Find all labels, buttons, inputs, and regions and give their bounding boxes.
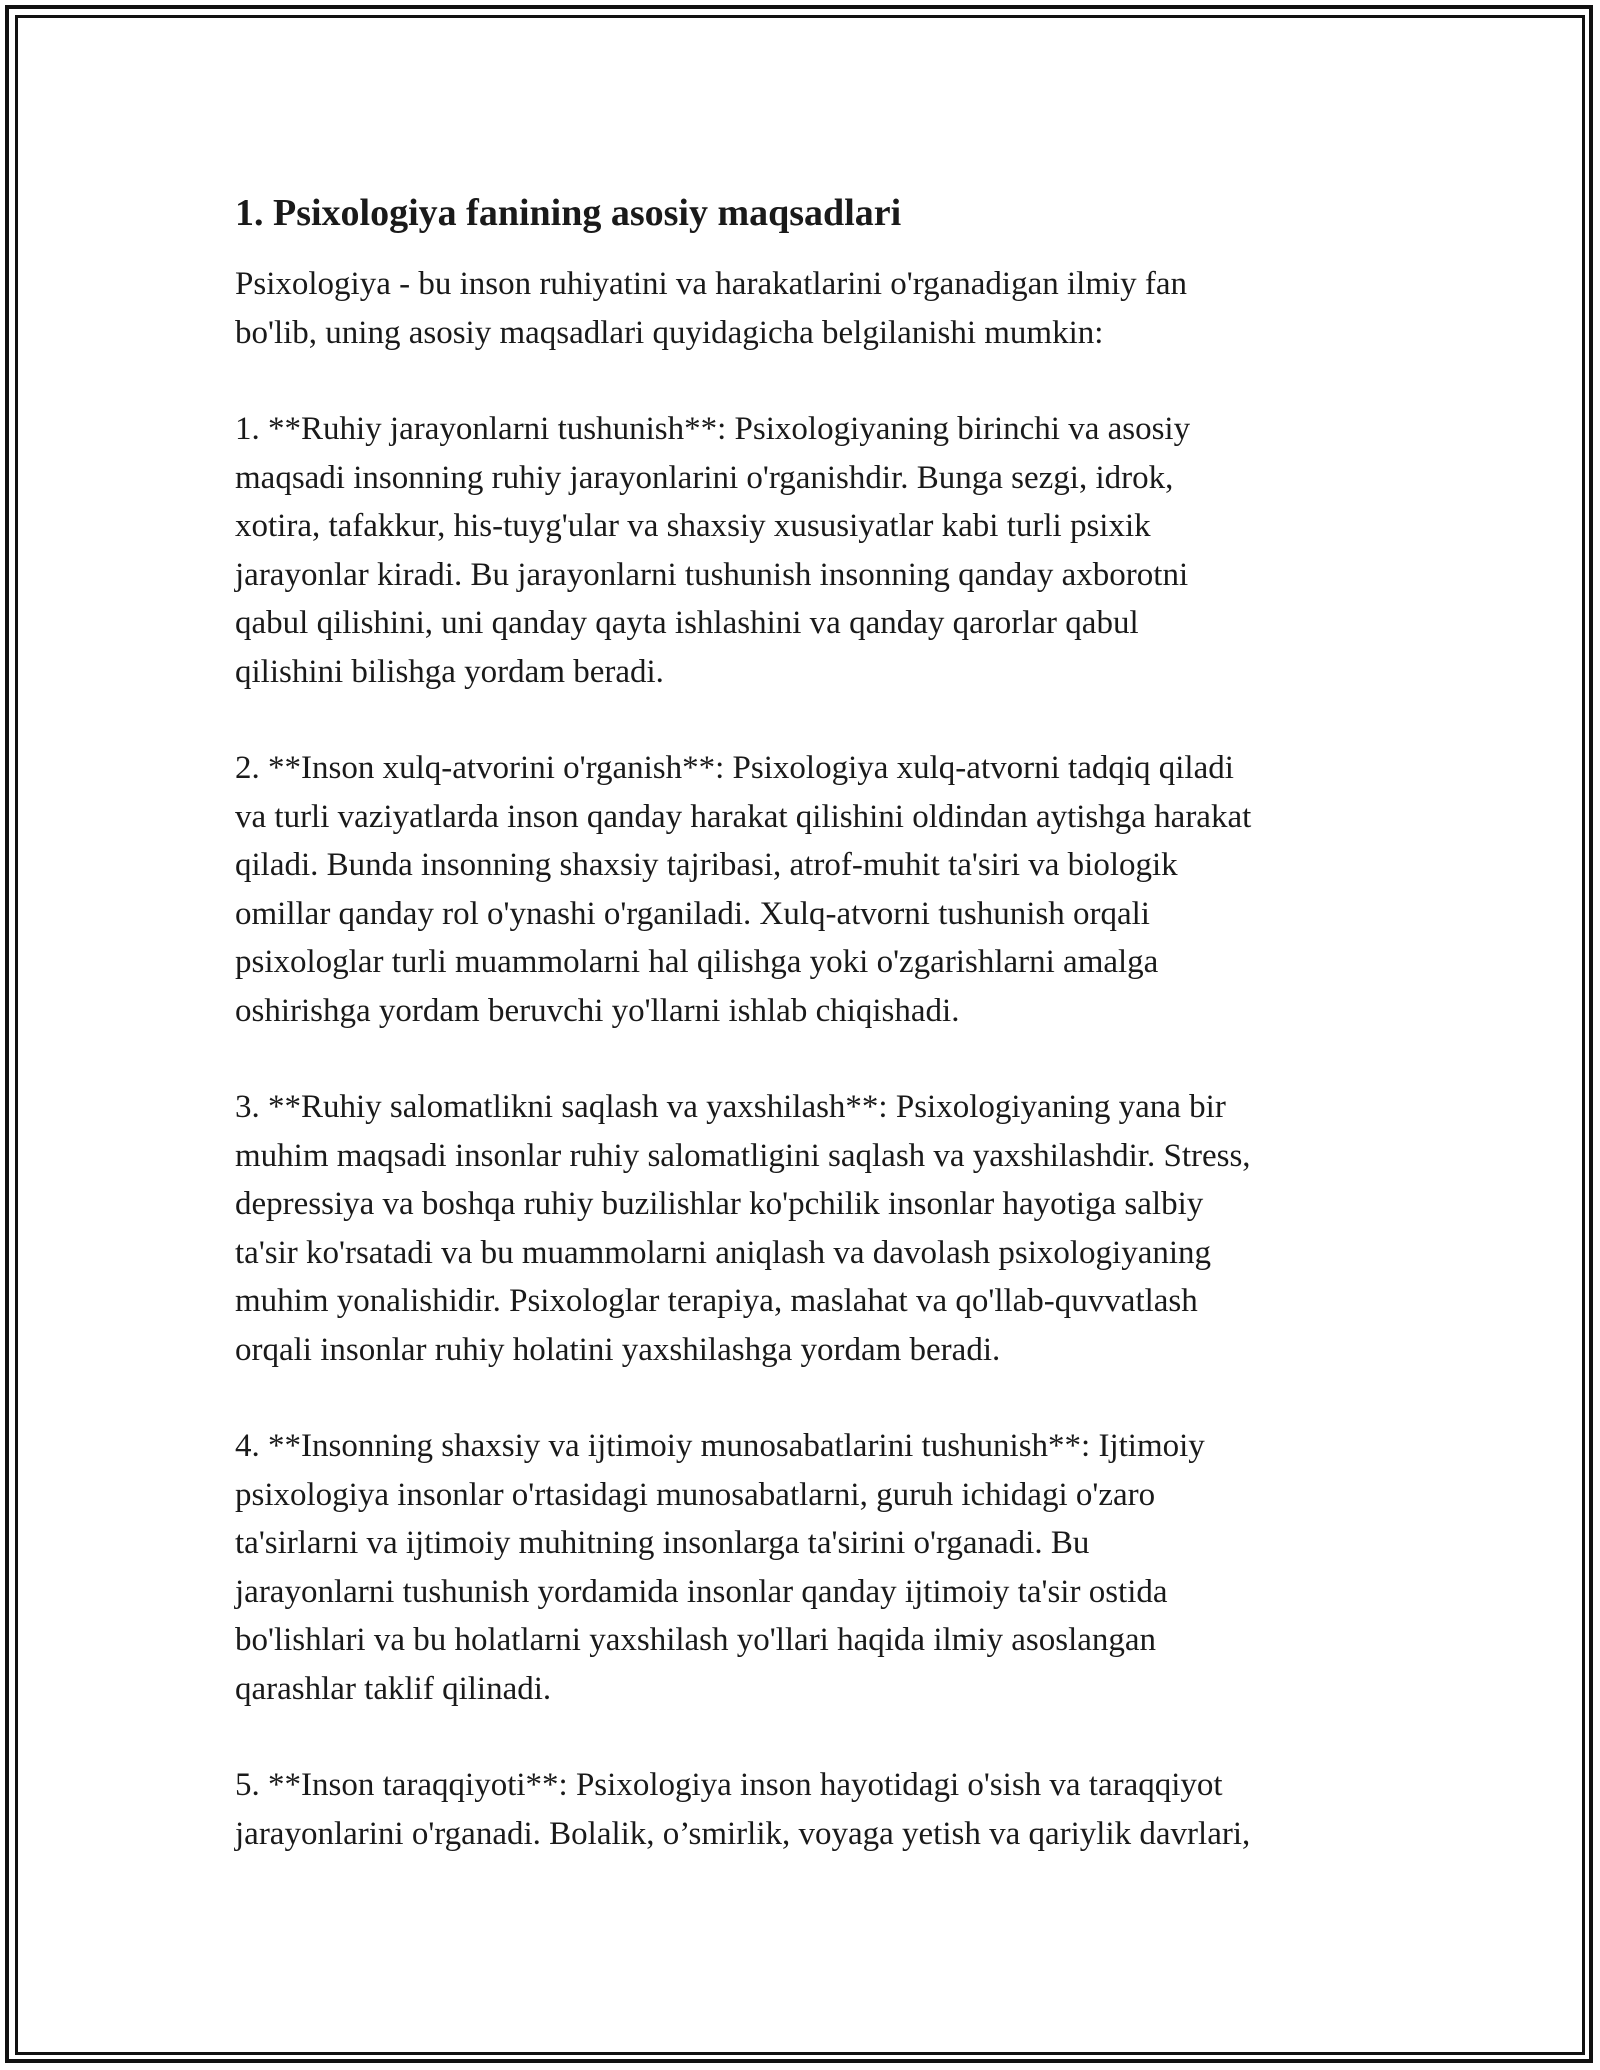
- paragraph-line: va turli vaziyatlarda inson qanday harakat qilishini oldindan aytishga harakat: [235, 798, 1252, 835]
- paragraph-line: bo'lib, uning asosiy maqsadlari quyidagicha belgilanishi mumkin:: [235, 314, 1104, 351]
- paragraph-line: ta'sir ko'rsatadi va bu muammolarni aniqlash va davolash psixologiyaning: [235, 1234, 1212, 1271]
- paragraph-line: 4. **Insonning shaxsiy va ijtimoiy munosabatlarini tushunish**: Ijtimoiy: [235, 1428, 1205, 1464]
- paragraph-4: [235, 1083, 1385, 1374]
- paragraph-list: [235, 260, 1385, 1858]
- paragraph-line: jarayonlarni tushunish yordamida insonlar qanday ijtimoiy ta'sir ostida: [235, 1573, 1168, 1610]
- paragraph-line: bo'lishlari va bu holatlarni yaxshilash yo'llari haqida ilmiy asoslangan: [235, 1622, 1157, 1658]
- paragraph-line: 1. **Ruhiy jarayonlarni tushunish**: Psixologiyaning birinchi va asosiy: [235, 411, 1191, 447]
- paragraph-line: muhim yonalishidir. Psixologlar terapiya, maslahat va qo'llab-quvvatlash: [235, 1283, 1198, 1319]
- paragraph-line: Psixologiya - bu inson ruhiyatini va harakatlarini o'rganadigan ilmiy fan: [235, 266, 1188, 302]
- paragraph-line: 2. **Inson xulq-atvorini o'rganish**: Psixologiya xulq-atvorni tadqiq qiladi: [235, 750, 1234, 786]
- paragraph-line: qabul qilishini, uni qanday qayta ishlashini va qanday qarorlar qabul: [235, 605, 1139, 641]
- paragraph-line: qilishini bilishga yordam beradi.: [235, 653, 664, 690]
- paragraph-line: 3. **Ruhiy salomatlikni saqlash va yaxshilash**: Psixologiyaning yana bir: [235, 1089, 1226, 1125]
- paragraph-line: psixologiya insonlar o'rtasidagi munosabatlarni, guruh ichidagi o'zaro: [235, 1476, 1156, 1513]
- document-title: 1. Psixologiya fanining asosiy maqsadlari: [235, 192, 902, 234]
- paragraph-1: [235, 260, 1385, 357]
- paragraph-line: qarashlar taklif qilinadi.: [235, 1670, 552, 1707]
- paragraph-line: depressiya va boshqa ruhiy buzilishlar ko'pchilik insonlar hayotiga salbiy: [235, 1186, 1204, 1222]
- paragraph-line: qiladi. Bunda insonning shaxsiy tajribasi, atrof-muhit ta'siri va biologik: [235, 847, 1178, 883]
- paragraph-line: 5. **Inson taraqqiyoti**: Psixologiya inson hayotidagi o'sish va taraqqiyot: [235, 1767, 1223, 1803]
- paragraph-6: [235, 1761, 1385, 1858]
- paragraph-line: xotira, tafakkur, his-tuyg'ular va shaxsiy xususiyatlar kabi turli psixik: [235, 508, 1151, 544]
- paragraph-line: oshirishga yordam beruvchi yo'llarni ishlab chiqishadi.: [235, 992, 960, 1029]
- paragraph-line: orqali insonlar ruhiy holatini yaxshilashga yordam beradi.: [235, 1331, 1001, 1368]
- paragraph-3: [235, 744, 1385, 1035]
- paragraph-2: [235, 405, 1385, 696]
- paragraph-line: psixologlar turli muammolarni hal qilishga yoki o'zgarishlarni amalga: [235, 944, 1159, 980]
- paragraph-line: jarayonlar kiradi. Bu jarayonlarni tushunish insonning qanday axborotni: [235, 556, 1189, 593]
- paragraph-line: maqsadi insonning ruhiy jarayonlarini o'rganishdir. Bunga sezgi, idrok,: [235, 459, 1174, 496]
- paragraph-5: [235, 1422, 1385, 1713]
- paragraph-line: omillar qanday rol o'ynashi o'rganiladi. Xulq-atvorni tushunish orqali: [235, 895, 1150, 932]
- document-body: [235, 188, 1385, 1906]
- paragraph-line: jarayonlarini o'rganadi. Bolalik, o’smirlik, voyaga yetish va qariylik davrlari,: [235, 1815, 1251, 1852]
- paragraph-line: ta'sirlarni va ijtimoiy muhitning insonlarga ta'sirini o'rganadi. Bu: [235, 1525, 1090, 1561]
- paragraph-line: muhim maqsadi insonlar ruhiy salomatligini saqlash va yaxshilashdir. Stress,: [235, 1137, 1251, 1174]
